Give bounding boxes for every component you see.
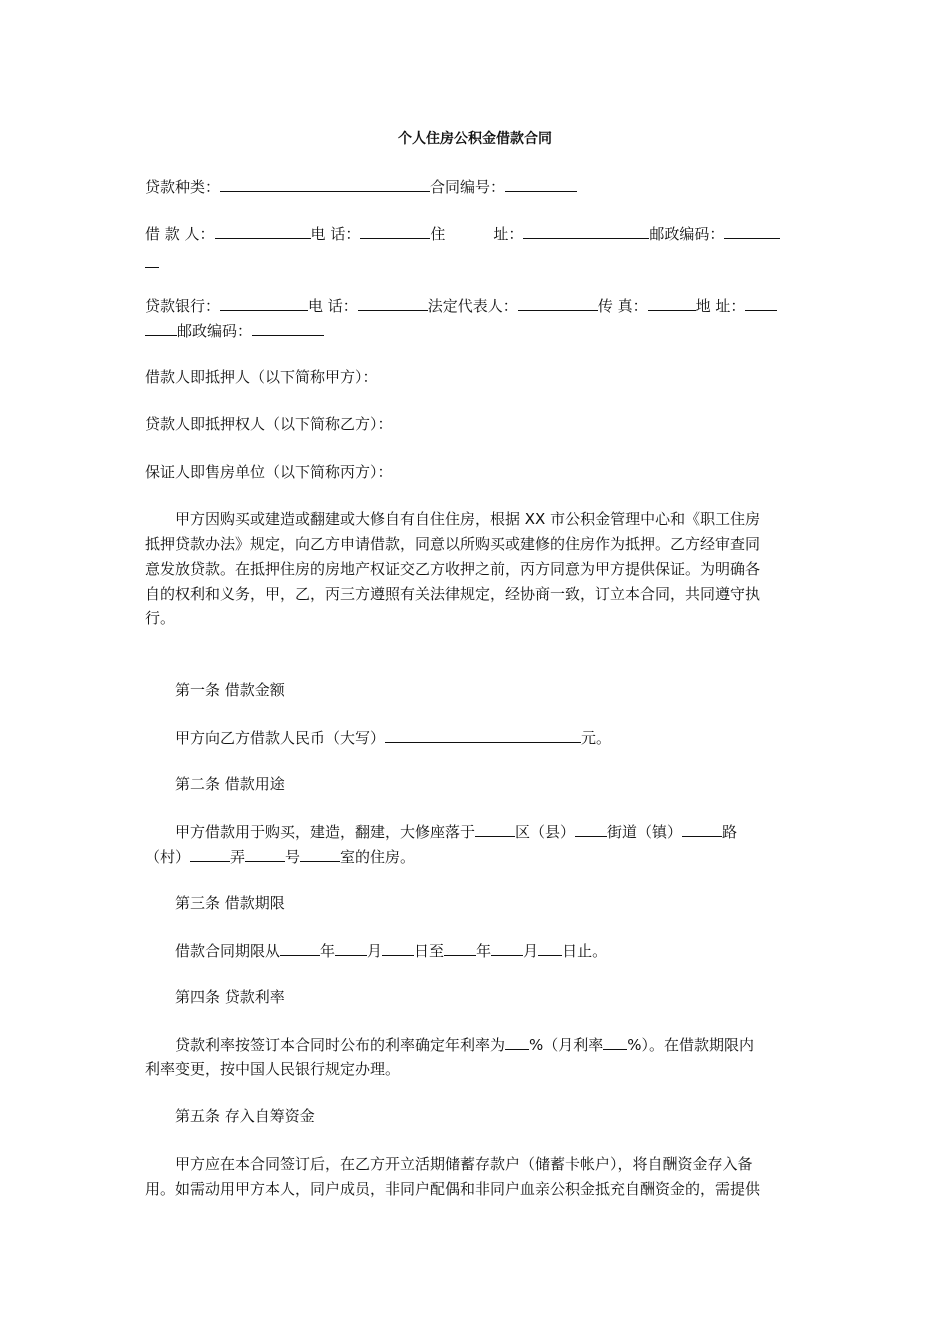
article-1-heading: 第一条 借款金额 — [175, 681, 285, 699]
preamble-line: 抵押贷款办法》规定，向乙方申请借款，同意以所购买或建修的住房作为抵押。乙方经审查同 — [145, 535, 761, 553]
start-month-blank — [335, 940, 367, 956]
monthly-rate-label: %（月利率 — [529, 1036, 604, 1054]
preamble-line: 自的权利和义务，甲，乙，丙三方遵照有关法律规定，经协商一致，订立本合同，共同遵守执 — [145, 585, 761, 603]
postcode-blank-cont — [145, 252, 159, 273]
fax-label: 传 真： — [597, 297, 648, 315]
lane-blank — [245, 846, 285, 862]
street-blank — [575, 821, 607, 837]
year-label: 年 — [476, 942, 492, 960]
day-label: 日止。 — [562, 942, 608, 960]
article-2-heading: 第二条 借款用途 — [175, 775, 285, 793]
contract-no-blank — [505, 176, 577, 192]
article-4-text: 贷款利率按签订本合同时公布的利率确定年利率为 — [175, 1036, 506, 1054]
party-b: 贷款人即抵押权人（以下简称乙方）： — [145, 415, 393, 433]
end-day-blank — [538, 940, 562, 956]
borrower-label: 借 款 人： — [145, 225, 215, 243]
article-3-body — [175, 940, 607, 961]
village-blank — [190, 846, 230, 862]
borrower-line — [145, 223, 780, 244]
article-2-body — [175, 821, 737, 842]
phone-blank — [360, 223, 430, 239]
lender-line — [145, 295, 777, 316]
article-4-body-cont: 利率变更，按中国人民银行规定办理。 — [145, 1060, 401, 1078]
party-a: 借款人即抵押人（以下简称甲方）： — [145, 368, 378, 386]
preamble-line: 甲方因购买或建造或翻建或大修自有自住住房，根据 XX 市公积金管理中心和《职工住房 — [175, 510, 761, 528]
article-1-unit: 元。 — [581, 729, 612, 747]
fax-blank — [648, 295, 696, 311]
postcode-blank — [724, 223, 780, 239]
start-day-blank — [382, 940, 414, 956]
monthly-rate-blank — [603, 1034, 627, 1050]
lender-bank-label: 贷款银行： — [145, 297, 221, 315]
day-label: 日至 — [414, 942, 445, 960]
article-2-body-cont — [145, 846, 415, 867]
article-2-text: 甲方借款用于购买，建造，翻建，大修座落于 — [175, 823, 476, 841]
address-blank — [523, 223, 649, 239]
lender-address-blank — [745, 295, 777, 311]
street-label: 街道（镇） — [607, 823, 683, 841]
lender-phone-blank — [358, 295, 428, 311]
preamble-line: 意发放贷款。在抵押住房的房地产权证交乙方收押之前，丙方同意为甲方提供保证。为明确各 — [145, 560, 761, 578]
lender-phone-label: 电 话： — [308, 297, 358, 315]
loan-type-blank — [220, 176, 430, 192]
article-3-text: 借款合同期限从 — [175, 942, 281, 960]
legal-rep-label: 法定代表人： — [427, 297, 518, 315]
article-4-heading: 第四条 贷款利率 — [175, 988, 285, 1006]
article-3-heading: 第三条 借款期限 — [175, 894, 285, 912]
month-label: 月 — [367, 942, 383, 960]
phone-label: 电 话： — [310, 225, 361, 243]
lender-postcode-label: 邮政编码： — [177, 322, 253, 340]
article-5-body: 甲方应在本合同签订后，在乙方开立活期储蓄存款户（储蓄卡帐户），将自酬资金存入备 — [175, 1155, 753, 1173]
article-4-text-cont: %）。在借款期限内 — [627, 1036, 755, 1054]
article-1-body — [175, 727, 611, 748]
article-5-body-cont: 用。如需动用甲方本人，同户成员，非同户配偶和非同户血亲公积金抵充自酬资金的，需提供 — [145, 1180, 761, 1198]
road-blank — [682, 821, 722, 837]
start-year-blank — [280, 940, 320, 956]
preamble-line: 行。 — [145, 609, 176, 627]
end-month-blank — [491, 940, 523, 956]
article-4-body — [175, 1034, 754, 1055]
room-label: 室的住房。 — [340, 848, 416, 866]
lane-label: 弄 — [230, 848, 246, 866]
article-1-text: 甲方向乙方借款人民币（大写） — [175, 729, 386, 747]
number-blank — [300, 846, 340, 862]
postcode-label: 邮政编码： — [649, 225, 725, 243]
document-title: 个人住房公积金借款合同 — [398, 131, 552, 147]
amount-blank — [385, 727, 581, 743]
lender-bank-blank — [220, 295, 308, 311]
year-label: 年 — [320, 942, 336, 960]
road-label: 路 — [722, 823, 738, 841]
address-label-a: 住 — [430, 225, 446, 243]
month-label: 月 — [523, 942, 539, 960]
legal-rep-blank — [518, 295, 598, 311]
district-blank — [475, 821, 515, 837]
contract-no-label: 合同编号： — [430, 178, 506, 196]
article-5-heading: 第五条 存入自筹资金 — [175, 1107, 315, 1125]
borrower-blank — [215, 223, 311, 239]
annual-rate-blank — [505, 1034, 529, 1050]
lender-postcode-blank — [252, 320, 324, 336]
number-label: 号 — [285, 848, 301, 866]
party-c: 保证人即售房单位（以下简称丙方）： — [145, 463, 393, 481]
loan-type-line — [145, 176, 577, 197]
lender-line-cont — [145, 320, 324, 341]
end-year-blank — [444, 940, 476, 956]
lender-address-label: 地 址： — [695, 297, 746, 315]
district-label: 区（县） — [515, 823, 576, 841]
village-label: （村） — [145, 848, 191, 866]
address-label-b: 址： — [493, 225, 524, 243]
loan-type-label: 贷款种类： — [145, 178, 221, 196]
